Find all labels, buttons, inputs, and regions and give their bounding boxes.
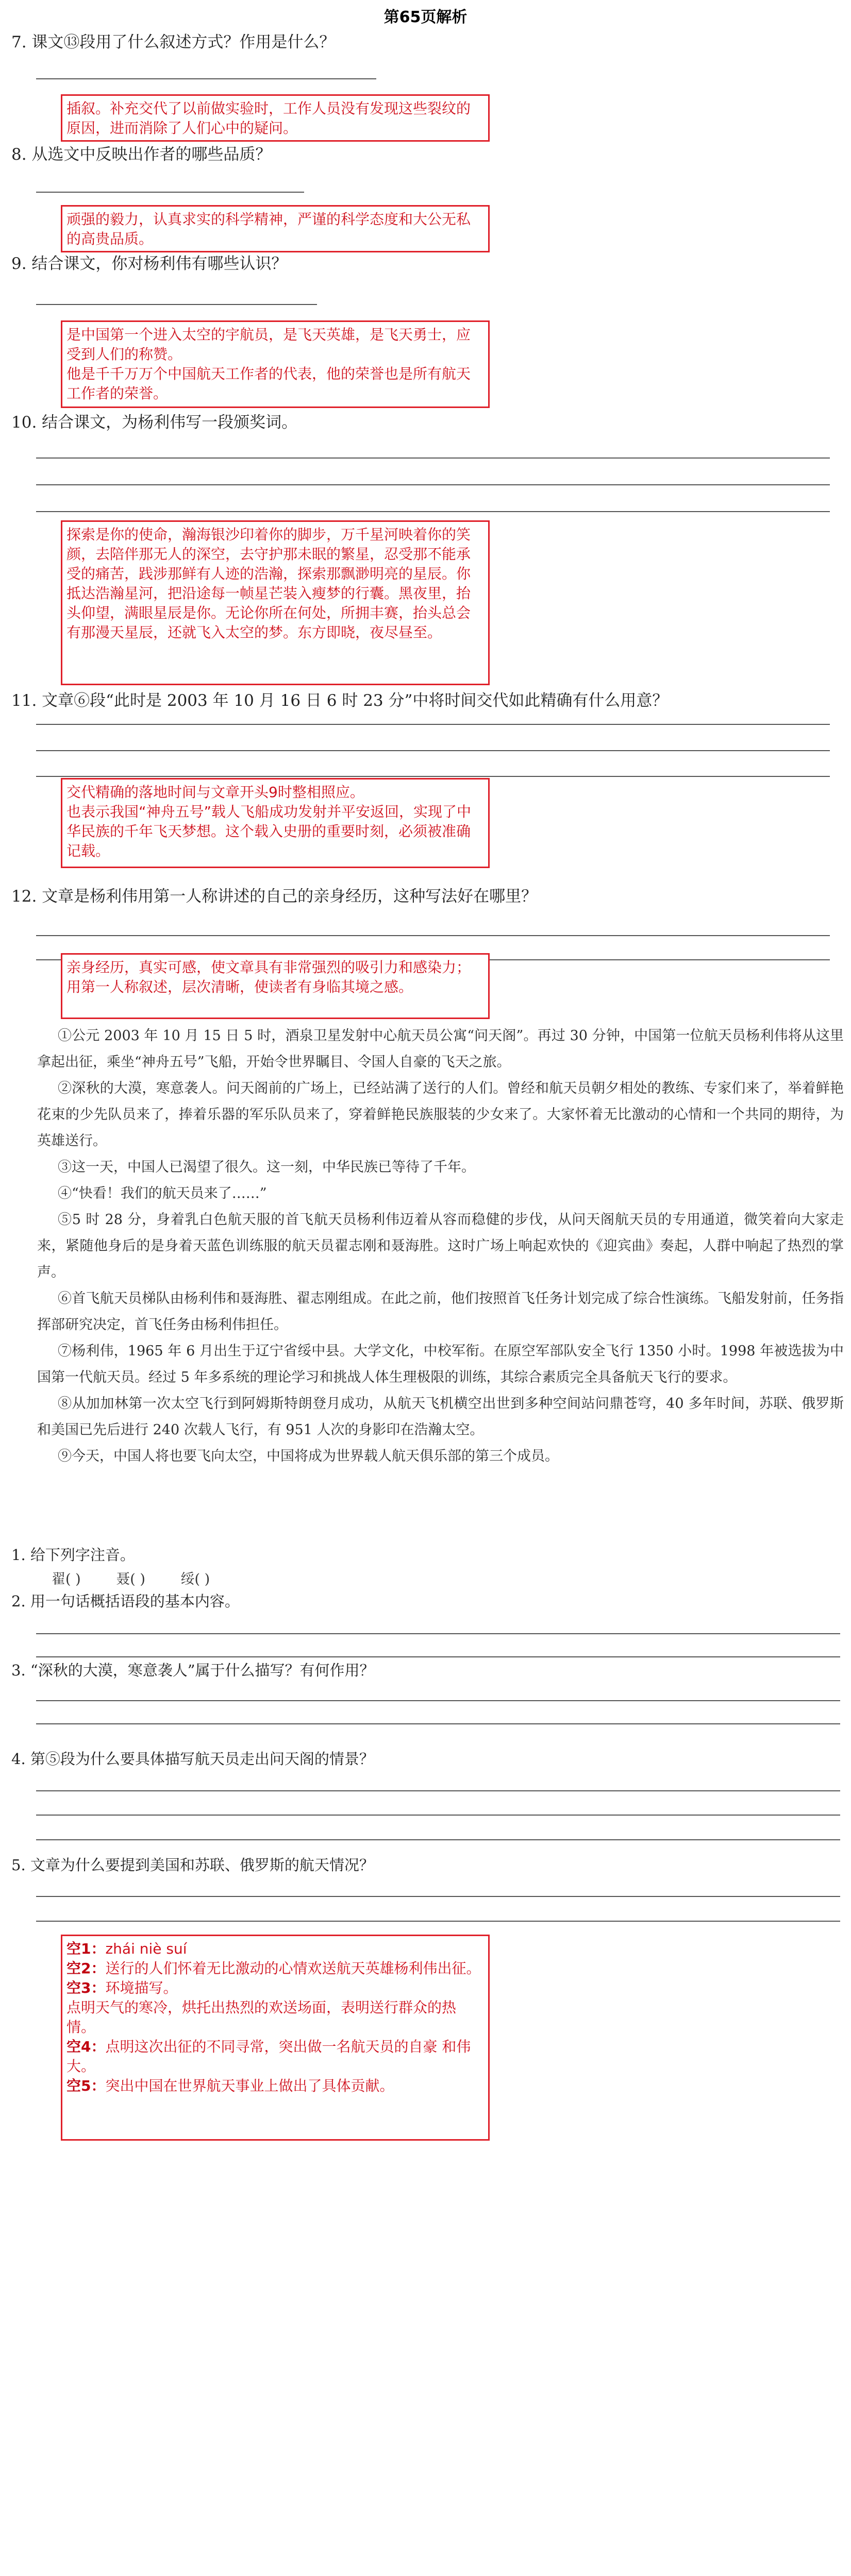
passage-paragraph: ③这一天，中国人已渴望了很久。这一刻，中华民族已等待了千年。: [58, 1159, 475, 1175]
answer-line: [36, 1790, 840, 1791]
blank-nie: 聂( ): [116, 1571, 145, 1587]
answer-key-1: 空1：zhái niè suí: [66, 1940, 187, 1957]
reading-passage: [37, 1023, 844, 1469]
answer-box-11: [61, 778, 490, 868]
page-title: 第65页解析: [383, 8, 468, 26]
answer-line: [36, 78, 376, 79]
passage-paragraph: ⑦杨利伟，1965 年 6 月出生于辽宁省绥中县。大学文化，中校军衔。在原空军部队安全飞行 1350 小时。1998 年被选拔为中国第一代航天员。经过 5 年多系统的理论学习和挑战人体生理极限的训练，其综合素质完全具备航天飞行的要求。: [37, 1343, 844, 1385]
answer-key-2: 空2：送行的人们怀着无比激动的心情欢送航天英雄杨利伟出征。: [66, 1960, 481, 1977]
answer-line: [36, 724, 830, 725]
question-7: 7. 课文⑬段用了什么叙述方式？作用是什么？: [11, 33, 336, 52]
passage-paragraph: ④“快看！我们的航天员来了……”: [58, 1185, 267, 1201]
answer-key-3: 空3：环境描写。: [66, 1979, 178, 1996]
pinyin-blanks: [52, 1568, 241, 1588]
answer-line: [36, 304, 317, 305]
answer-line: [36, 1839, 840, 1840]
blank-sui: 绥( ): [180, 1571, 210, 1587]
answer-line: [36, 457, 830, 459]
answer-box-10: [61, 520, 490, 685]
answer-line: [36, 1700, 840, 1701]
answer-text: 也表示我国“神舟五号”载人飞船成功发射并平安返回，实现了中华民族的千年飞天梦想。这个载入史册的重要时刻，必须被准确记载。: [66, 803, 472, 859]
answer-line: [36, 1921, 840, 1922]
answer-text: 他是千千万万个中国航天工作者的代表，他的荣誉也是所有航天工作者的荣誉。: [66, 365, 471, 402]
answer-line: [36, 1633, 840, 1634]
answer-text: 交代精确的落地时间与文章开头9时整相照应。: [66, 784, 364, 801]
blank-zhai: 翟( ): [52, 1571, 81, 1587]
answer-line: [36, 776, 830, 777]
answer-key-box: [61, 1935, 490, 2141]
passage-paragraph: ⑥首飞航天员梯队由杨利伟和聂海胜、翟志刚组成。在此之前，他们按照首飞任务计划完成了综合性演练。飞船发射前，任务指挥部研究决定，首飞任务由杨利伟担任。: [37, 1291, 844, 1333]
answer-box-9: [61, 320, 490, 408]
passage-paragraph: ①公元 2003 年 10 月 15 日 5 时，酒泉卫星发射中心航天员公寓“问天阁”。再过 30 分钟，中国第一位航天员杨利伟将从这里拿起出征，乘坐“神舟五号”飞船，开始令世界瞩目、令国人自豪的飞天之旅。: [37, 1028, 844, 1070]
answer-line: [36, 511, 830, 512]
answer-text: 亲身经历，真实可感，使文章具有非常强烈的吸引力和感染力；用第一人称叙述，层次清晰，使读者有身临其境之感。: [66, 959, 471, 995]
answer-key-4: 空4：点明这次出征的不同寻常，突出做一名航天员的自豪 和伟大。: [66, 2038, 471, 2075]
question-9: 9. 结合课文，你对杨利伟有哪些认识？: [11, 255, 288, 273]
answer-key-3-detail: 点明天气的寒冷，烘托出热烈的欢送场面，表明送行群众的热情。: [66, 1999, 457, 2036]
answer-line: [36, 1896, 840, 1897]
sub-question-2: 2. 用一句话概括语段的基本内容。: [11, 1592, 240, 1610]
sub-question-3: 3. “深秋的大漠，寒意袭人”属于什么描写？有何作用？: [11, 1662, 375, 1679]
answer-text: 插叙。补充交代了以前做实验时，工作人员没有发现这些裂纹的原因，进而消除了人们心中的疑问。: [66, 100, 471, 137]
question-10: 10. 结合课文，为杨利伟写一段颁奖词。: [11, 413, 298, 432]
sub-question-1: 1. 给下列字注音。: [11, 1546, 135, 1564]
question-11: 11. 文章⑥段“此时是 2003 年 10 月 16 日 6 时 23 分”中将时间交代如此精确有什么用意？: [11, 691, 669, 710]
answer-text: 探索是你的使命，瀚海银沙印着你的脚步，万千星河映着你的笑颜，去陪伴那无人的深空，去守护那未眠的繁星，忍受那不能承受的痛苦，践涉那鲜有人迹的浩瀚，探索那飘渺明亮的星辰。你抵达浩瀚星河，把沿途每一帧星芒装入瘦梦的行囊。黑夜里，抬头仰望，满眼星辰是你。无论你所在何处，所拥丰赛，抬头总会有那漫天星辰，还就飞入太空的梦。东方即晓，夜尽昼至。: [66, 526, 471, 641]
answer-box-12: [61, 953, 490, 1019]
sub-question-5: 5. 文章为什么要提到美国和苏联、俄罗斯的航天情况？: [11, 1856, 374, 1874]
answer-box-8: [61, 205, 490, 252]
passage-paragraph: ②深秋的大漠，寒意袭人。问天阁前的广场上，已经站满了送行的人们。曾经和航天员朝夕相处的教练、专家们来了，举着鲜艳花束的少先队员来了，捧着乐器的军乐队员来了，穿着鲜艳民族服装的少女来了。大家怀着无比激动的心情和一个共同的期待，为英雄送行。: [37, 1080, 844, 1149]
answer-line: [36, 192, 304, 193]
answer-line: [36, 1815, 840, 1816]
answer-text: 是中国第一个进入太空的宇航员，是飞天英雄，是飞天勇士，应受到人们的称赞。: [66, 326, 471, 363]
answer-line: [36, 484, 830, 485]
answer-line: [36, 1723, 840, 1724]
sub-question-4: 4. 第⑤段为什么要具体描写航天员走出问天阁的情景？: [11, 1750, 374, 1768]
answer-line: [36, 750, 830, 751]
answer-key-5: 空5：突出中国在世界航天事业上做出了具体贡献。: [66, 2077, 394, 2094]
answer-line: [36, 935, 830, 936]
question-12: 12. 文章是杨利伟用第一人称讲述的自己的亲身经历，这种写法好在哪里？: [11, 887, 538, 906]
passage-paragraph: ⑧从加加林第一次太空飞行到阿姆斯特朗登月成功，从航天飞机横空出世到多种空间站问鼎苍穹，40 多年时间，苏联、俄罗斯和美国已先后进行 240 次载人飞行，有 951 人次的身影印在浩瀚太空。: [37, 1396, 844, 1438]
passage-paragraph: ⑤5 时 28 分，身着乳白色航天服的首飞航天员杨利伟迈着从容而稳健的步伐，从问天阁航天员的专用通道，微笑着向大家走来，紧随他身后的是身着天蓝色训练服的航天员翟志刚和聂海胜。这时广场上响起欢快的《迎宾曲》奏起，人群中响起了热烈的掌声。: [37, 1212, 844, 1280]
answer-text: 顽强的毅力，认真求实的科学精神，严谨的科学态度和大公无私的高贵品质。: [66, 211, 471, 247]
answer-line: [36, 1656, 840, 1657]
question-8: 8. 从选文中反映出作者的哪些品质？: [11, 145, 272, 164]
answer-box-7: [61, 94, 490, 142]
passage-paragraph: ⑨今天，中国人将也要飞向太空，中国将成为世界载人航天俱乐部的第三个成员。: [58, 1448, 559, 1464]
